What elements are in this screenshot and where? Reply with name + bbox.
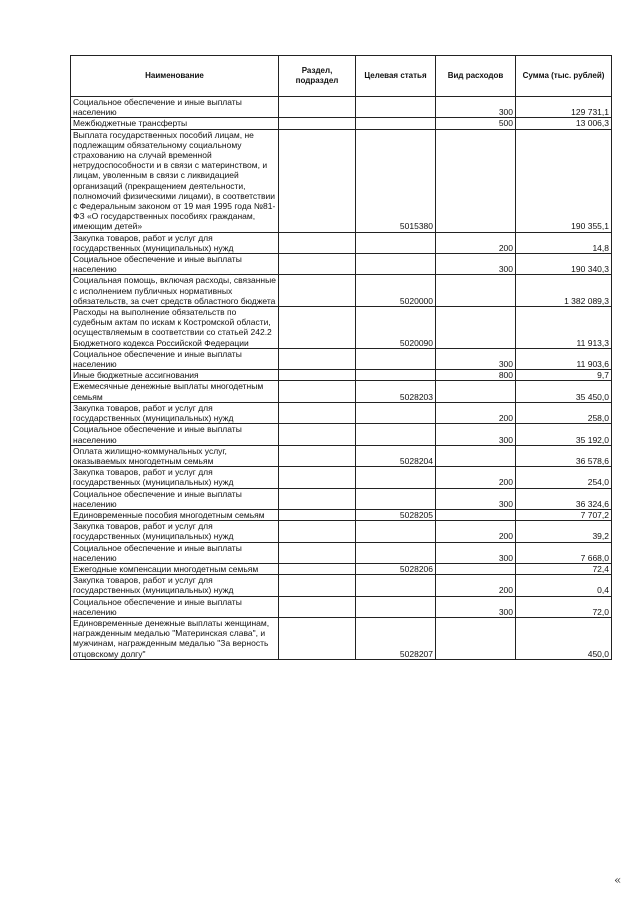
row-target <box>356 232 436 253</box>
row-sum: 11 903,6 <box>516 348 612 369</box>
row-name: Единовременные денежные выплаты женщинам, награжденным медалью "Материнская слава", и мужчинам, награжденным медалью "За верность отцовскому долгу" <box>71 617 279 659</box>
row-target <box>356 97 436 118</box>
row-kind: 200 <box>436 402 516 423</box>
row-name: Закупка товаров, работ и услуг для государственных (муниципальных) нужд <box>71 467 279 488</box>
row-sum: 72,0 <box>516 596 612 617</box>
row-name: Выплата государственных пособий лицам, не подлежащим обязательному социальному страхованию на случай временной нетрудоспособности и в связи с материнством, и лицам, уволенным в связи с ликвидацией организаций (прекращением деятельности, полномочий физическими лицами), в соответствии с Федеральным законом от 19 мая 1995 года №81-ФЗ «О государственных пособиях гражданам, имеющим детей» <box>71 129 279 232</box>
row-section <box>279 563 356 574</box>
header-sum: Сумма (тыс. рублей) <box>516 56 612 97</box>
table-row <box>71 542 612 563</box>
table-row <box>71 563 612 574</box>
row-sum: 9,7 <box>516 370 612 381</box>
header-name: Наименование <box>71 56 279 97</box>
row-section <box>279 542 356 563</box>
row-kind: 300 <box>436 424 516 445</box>
row-kind <box>436 307 516 349</box>
row-kind <box>436 445 516 466</box>
table-row <box>71 232 612 253</box>
row-name: Закупка товаров, работ и услуг для государственных (муниципальных) нужд <box>71 402 279 423</box>
row-sum: 35 450,0 <box>516 381 612 402</box>
row-sum: 14,8 <box>516 232 612 253</box>
row-kind: 300 <box>436 97 516 118</box>
row-kind <box>436 509 516 520</box>
row-sum: 7 668,0 <box>516 542 612 563</box>
row-sum: 35 192,0 <box>516 424 612 445</box>
row-target <box>356 467 436 488</box>
header-kind: Вид расходов <box>436 56 516 97</box>
row-section <box>279 445 356 466</box>
budget-table <box>70 55 612 660</box>
table-row <box>71 307 612 349</box>
row-section <box>279 488 356 509</box>
row-sum: 190 355,1 <box>516 129 612 232</box>
row-kind: 300 <box>436 542 516 563</box>
row-kind: 300 <box>436 596 516 617</box>
row-target: 5028204 <box>356 445 436 466</box>
row-section <box>279 575 356 596</box>
row-section <box>279 596 356 617</box>
table-row <box>71 575 612 596</box>
row-sum: 0,4 <box>516 575 612 596</box>
row-kind: 800 <box>436 370 516 381</box>
row-target: 5015380 <box>356 129 436 232</box>
row-section <box>279 402 356 423</box>
table-row <box>71 118 612 129</box>
row-target: 5028206 <box>356 563 436 574</box>
row-name: Социальное обеспечение и иные выплаты населению <box>71 97 279 118</box>
row-kind: 200 <box>436 232 516 253</box>
row-section <box>279 307 356 349</box>
row-section <box>279 509 356 520</box>
row-kind: 300 <box>436 488 516 509</box>
row-section <box>279 254 356 275</box>
table-header-row <box>71 56 612 97</box>
page-mark: « <box>614 873 622 887</box>
row-section <box>279 370 356 381</box>
header-section: Раздел, подраздел <box>279 56 356 97</box>
table-row <box>71 254 612 275</box>
table-row <box>71 402 612 423</box>
table-row <box>71 129 612 232</box>
row-name: Единовременные пособия многодетным семьям <box>71 509 279 520</box>
row-name: Закупка товаров, работ и услуг для государственных (муниципальных) нужд <box>71 232 279 253</box>
row-target <box>356 402 436 423</box>
row-target <box>356 575 436 596</box>
row-section <box>279 118 356 129</box>
row-kind <box>436 275 516 307</box>
row-section <box>279 467 356 488</box>
table-row <box>71 381 612 402</box>
table-row <box>71 424 612 445</box>
row-section <box>279 232 356 253</box>
table-row <box>71 617 612 659</box>
table-row <box>71 521 612 542</box>
row-name: Закупка товаров, работ и услуг для государственных (муниципальных) нужд <box>71 575 279 596</box>
row-sum: 254,0 <box>516 467 612 488</box>
row-name: Ежегодные компенсации многодетным семьям <box>71 563 279 574</box>
row-sum: 11 913,3 <box>516 307 612 349</box>
row-sum: 190 340,3 <box>516 254 612 275</box>
table-row <box>71 370 612 381</box>
row-name: Социальная помощь, включая расходы, связанные с исполнением публичных нормативных обязательств, за счет средств областного бюджета <box>71 275 279 307</box>
row-target: 5028207 <box>356 617 436 659</box>
row-kind: 300 <box>436 254 516 275</box>
row-kind: 200 <box>436 467 516 488</box>
row-section <box>279 129 356 232</box>
row-target <box>356 254 436 275</box>
row-target <box>356 424 436 445</box>
row-target: 5020090 <box>356 307 436 349</box>
row-name: Закупка товаров, работ и услуг для государственных (муниципальных) нужд <box>71 521 279 542</box>
row-section <box>279 617 356 659</box>
table-row <box>71 97 612 118</box>
row-name: Социальное обеспечение и иные выплаты населению <box>71 488 279 509</box>
table-body <box>71 97 612 660</box>
row-kind <box>436 563 516 574</box>
row-name: Социальное обеспечение и иные выплаты населению <box>71 542 279 563</box>
row-name: Социальное обеспечение и иные выплаты населению <box>71 348 279 369</box>
row-target <box>356 542 436 563</box>
row-section <box>279 381 356 402</box>
table-row <box>71 509 612 520</box>
table-row <box>71 348 612 369</box>
row-sum: 258,0 <box>516 402 612 423</box>
row-name: Ежемесячные денежные выплаты многодетным семьям <box>71 381 279 402</box>
row-name: Расходы на выполнение обязательств по судебным актам по искам к Костромской области, осуществляемым в соответствии со статьей 242.2 Бюджетного кодекса Российской Федерации <box>71 307 279 349</box>
row-sum: 72,4 <box>516 563 612 574</box>
table-row <box>71 596 612 617</box>
row-sum: 129 731,1 <box>516 97 612 118</box>
row-kind <box>436 617 516 659</box>
table-row <box>71 488 612 509</box>
row-sum: 39,2 <box>516 521 612 542</box>
row-sum: 450,0 <box>516 617 612 659</box>
row-target <box>356 488 436 509</box>
header-target: Целевая статья <box>356 56 436 97</box>
row-target: 5028203 <box>356 381 436 402</box>
row-name: Социальное обеспечение и иные выплаты населению <box>71 596 279 617</box>
row-name: Социальное обеспечение и иные выплаты населению <box>71 424 279 445</box>
row-target: 5020000 <box>356 275 436 307</box>
table-row <box>71 275 612 307</box>
row-kind: 200 <box>436 521 516 542</box>
row-kind: 300 <box>436 348 516 369</box>
row-target <box>356 348 436 369</box>
row-section <box>279 348 356 369</box>
row-kind <box>436 129 516 232</box>
row-name: Межбюджетные трансферты <box>71 118 279 129</box>
row-section <box>279 521 356 542</box>
row-sum: 13 006,3 <box>516 118 612 129</box>
row-sum: 1 382 089,3 <box>516 275 612 307</box>
row-target: 5028205 <box>356 509 436 520</box>
row-sum: 36 578,6 <box>516 445 612 466</box>
row-name: Социальное обеспечение и иные выплаты населению <box>71 254 279 275</box>
row-kind <box>436 381 516 402</box>
table-row <box>71 445 612 466</box>
row-section <box>279 275 356 307</box>
row-target <box>356 521 436 542</box>
row-name: Оплата жилищно-коммунальных услуг, оказываемых многодетным семьям <box>71 445 279 466</box>
row-kind: 200 <box>436 575 516 596</box>
row-sum: 36 324,6 <box>516 488 612 509</box>
row-target <box>356 118 436 129</box>
row-target <box>356 370 436 381</box>
row-section <box>279 97 356 118</box>
row-target <box>356 596 436 617</box>
row-name: Иные бюджетные ассигнования <box>71 370 279 381</box>
table-row <box>71 467 612 488</box>
row-sum: 7 707,2 <box>516 509 612 520</box>
row-kind: 500 <box>436 118 516 129</box>
row-section <box>279 424 356 445</box>
